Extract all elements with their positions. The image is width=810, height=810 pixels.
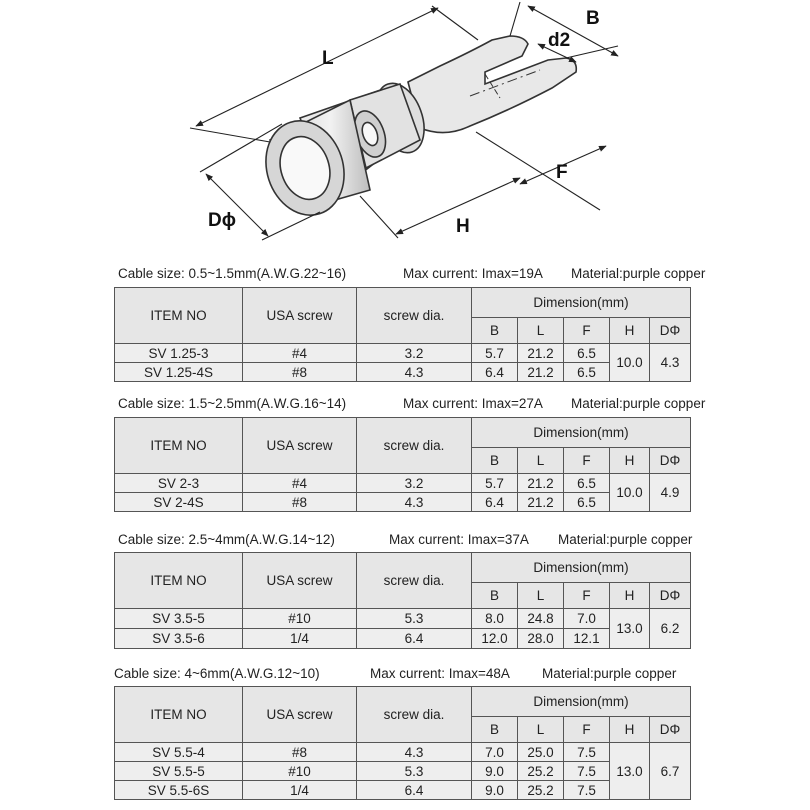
table-row [115, 781, 691, 800]
terminal-diagram [0, 0, 810, 260]
header-l: L [518, 583, 564, 609]
dim-label-B: B [586, 8, 600, 29]
dim-b: 12.0 [472, 629, 518, 649]
table-row [115, 493, 691, 512]
screw-dia: 4.3 [357, 493, 472, 512]
item-no: SV 5.5-5 [115, 762, 243, 781]
screw-dia: 6.4 [357, 629, 472, 649]
header-screw-dia: screw dia. [357, 418, 472, 474]
dim-l: 28.0 [518, 629, 564, 649]
dim-f: 7.0 [564, 609, 610, 629]
dim-h: 13.0 [610, 609, 650, 649]
dim-d: 4.3 [650, 344, 691, 382]
usa-screw: #4 [243, 474, 357, 493]
table-row [115, 363, 691, 382]
dim-h: 13.0 [610, 743, 650, 800]
header-h: H [610, 318, 650, 344]
item-no: SV 3.5-6 [115, 629, 243, 649]
header-l: L [518, 318, 564, 344]
usa-screw: 1/4 [243, 629, 357, 649]
screw-dia: 5.3 [357, 609, 472, 629]
screw-dia: 4.3 [357, 743, 472, 762]
header-usa-screw: USA screw [243, 553, 357, 609]
dim-f: 6.5 [564, 493, 610, 512]
material: Material:purple copper [571, 266, 706, 281]
table-row [115, 762, 691, 781]
header-dimension: Dimension(mm) [472, 418, 691, 448]
header-h: H [610, 717, 650, 743]
header-f: F [564, 717, 610, 743]
dim-l: 24.8 [518, 609, 564, 629]
max-current: Max current: Imax=19A [403, 266, 543, 281]
dim-f: 7.5 [564, 743, 610, 762]
cable-size: Cable size: 2.5~4mm(A.W.G.14~12) [118, 532, 335, 547]
dim-label-H: H [456, 216, 470, 237]
dim-l: 21.2 [518, 344, 564, 363]
spec-table [114, 417, 691, 512]
dim-label-F: F [556, 162, 568, 183]
spec-table [114, 287, 691, 382]
dim-label-d2: d2 [548, 30, 571, 51]
header-d: DΦ [650, 318, 691, 344]
usa-screw: #8 [243, 363, 357, 382]
dim-l: 25.2 [518, 781, 564, 800]
dim-f: 6.5 [564, 344, 610, 363]
dim-d: 6.2 [650, 609, 691, 649]
item-no: SV 2-4S [115, 493, 243, 512]
spec-table [114, 552, 691, 649]
dim-b: 5.7 [472, 344, 518, 363]
dim-d: 4.9 [650, 474, 691, 512]
screw-dia: 6.4 [357, 781, 472, 800]
header-usa-screw: USA screw [243, 288, 357, 344]
dim-f: 6.5 [564, 474, 610, 493]
material: Material:purple copper [571, 396, 706, 411]
dim-b: 6.4 [472, 493, 518, 512]
dim-b: 9.0 [472, 762, 518, 781]
dim-l: 21.2 [518, 474, 564, 493]
dim-b: 7.0 [472, 743, 518, 762]
header-d: DΦ [650, 448, 691, 474]
header-b: B [472, 583, 518, 609]
item-no: SV 1.25-4S [115, 363, 243, 382]
dim-label-L: L [322, 48, 334, 69]
usa-screw: #8 [243, 493, 357, 512]
header-f: F [564, 583, 610, 609]
dim-h: 10.0 [610, 474, 650, 512]
header-dimension: Dimension(mm) [472, 687, 691, 717]
header-usa-screw: USA screw [243, 418, 357, 474]
cable-entry-ring [254, 100, 370, 225]
table-row [115, 609, 691, 629]
header-screw-dia: screw dia. [357, 288, 472, 344]
header-f: F [564, 318, 610, 344]
dim-f: 12.1 [564, 629, 610, 649]
item-no: SV 1.25-3 [115, 344, 243, 363]
usa-screw: #10 [243, 609, 357, 629]
usa-screw: 1/4 [243, 781, 357, 800]
usa-screw: #4 [243, 344, 357, 363]
table-row [115, 629, 691, 649]
cable-size: Cable size: 0.5~1.5mm(A.W.G.22~16) [118, 266, 347, 281]
header-item-no: ITEM NO [115, 288, 243, 344]
usa-screw: #8 [243, 743, 357, 762]
header-h: H [610, 583, 650, 609]
dim-l: 21.2 [518, 363, 564, 382]
spec-table [114, 686, 691, 800]
header-l: L [518, 448, 564, 474]
table-row [115, 474, 691, 493]
dim-l: 25.2 [518, 762, 564, 781]
header-item-no: ITEM NO [115, 687, 243, 743]
header-l: L [518, 717, 564, 743]
screw-dia: 5.3 [357, 762, 472, 781]
header-item-no: ITEM NO [115, 418, 243, 474]
header-d: DΦ [650, 717, 691, 743]
table-row [115, 344, 691, 363]
dim-f: 7.5 [564, 762, 610, 781]
header-screw-dia: screw dia. [357, 553, 472, 609]
table-row [115, 743, 691, 762]
screw-dia: 4.3 [357, 363, 472, 382]
header-item-no: ITEM NO [115, 553, 243, 609]
item-no: SV 3.5-5 [115, 609, 243, 629]
dim-h: 10.0 [610, 344, 650, 382]
header-dimension: Dimension(mm) [472, 553, 691, 583]
dim-b: 6.4 [472, 363, 518, 382]
dim-b: 8.0 [472, 609, 518, 629]
dim-l: 21.2 [518, 493, 564, 512]
material: Material:purple copper [558, 532, 693, 547]
item-no: SV 5.5-4 [115, 743, 243, 762]
dim-b: 9.0 [472, 781, 518, 800]
screw-dia: 3.2 [357, 344, 472, 363]
dim-label-D: Dϕ [208, 210, 236, 231]
header-b: B [472, 318, 518, 344]
cable-size: Cable size: 1.5~2.5mm(A.W.G.16~14) [118, 396, 347, 411]
header-h: H [610, 448, 650, 474]
header-b: B [472, 448, 518, 474]
header-d: DΦ [650, 583, 691, 609]
header-usa-screw: USA screw [243, 687, 357, 743]
item-no: SV 5.5-6S [115, 781, 243, 800]
dim-l: 25.0 [518, 743, 564, 762]
header-b: B [472, 717, 518, 743]
screw-dia: 3.2 [357, 474, 472, 493]
max-current: Max current: Imax=37A [389, 532, 529, 547]
dim-b: 5.7 [472, 474, 518, 493]
material: Material:purple copper [542, 666, 677, 681]
header-dimension: Dimension(mm) [472, 288, 691, 318]
dim-f: 7.5 [564, 781, 610, 800]
max-current: Max current: Imax=27A [403, 396, 543, 411]
header-screw-dia: screw dia. [357, 687, 472, 743]
max-current: Max current: Imax=48A [370, 666, 510, 681]
header-f: F [564, 448, 610, 474]
item-no: SV 2-3 [115, 474, 243, 493]
dim-d: 6.7 [650, 743, 691, 800]
usa-screw: #10 [243, 762, 357, 781]
dim-f: 6.5 [564, 363, 610, 382]
cable-size: Cable size: 4~6mm(A.W.G.12~10) [114, 666, 320, 681]
